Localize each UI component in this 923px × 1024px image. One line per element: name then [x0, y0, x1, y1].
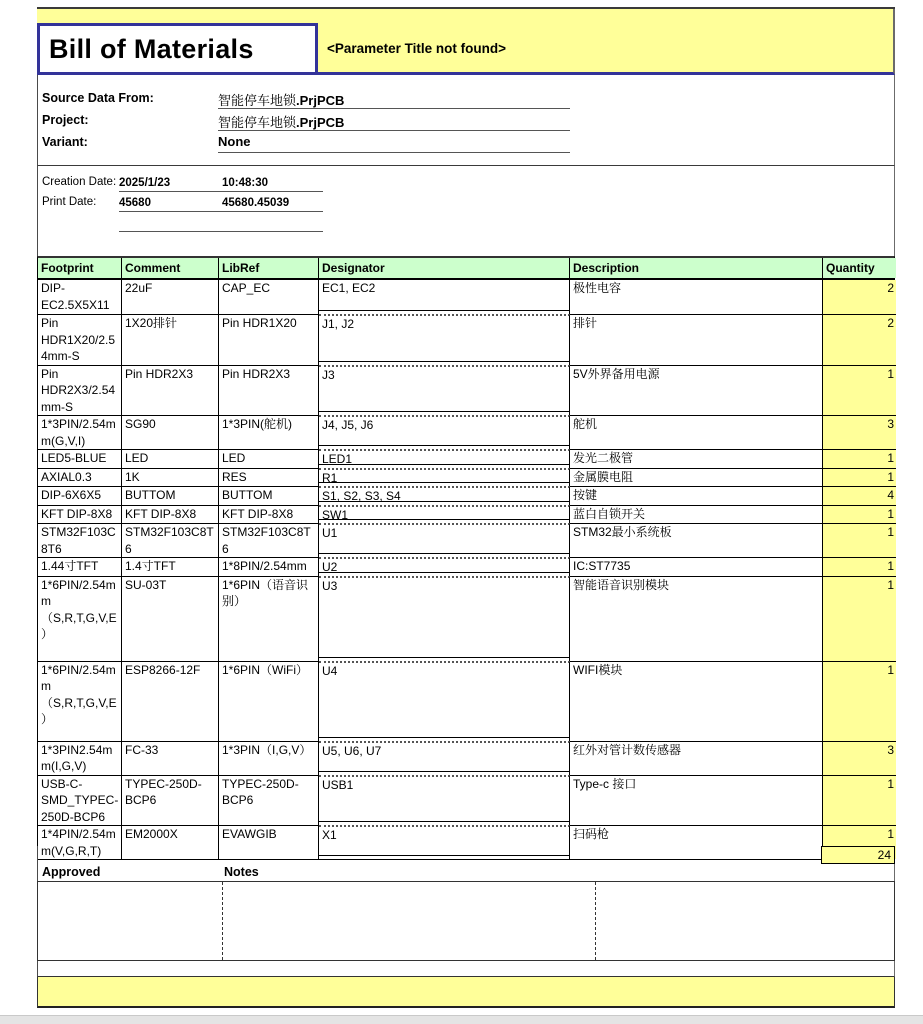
project-label: Project:	[42, 113, 89, 127]
print-date-label: Print Date:	[42, 196, 97, 208]
info-value-suffix: None	[218, 134, 251, 149]
bom-cell-description: 发光二极管	[570, 449, 823, 468]
print-date-value	[119, 193, 323, 212]
signature-divider-2	[595, 882, 596, 960]
bom-cell-designator: LED1	[319, 449, 570, 468]
bom-cell-libref: STM32F103C8T6	[219, 523, 319, 557]
bom-cell-description: 排针	[570, 314, 823, 365]
parameter-title-placeholder: <Parameter Title not found>	[327, 41, 507, 56]
creation-date-label: Creation Date:	[42, 176, 117, 188]
print-time: 45680.45039	[222, 197, 290, 209]
bom-cell-quantity: 1	[823, 365, 896, 416]
print-date: 45680	[119, 197, 151, 209]
bom-cell-quantity: 3	[823, 415, 896, 449]
bom-cell-libref: 1*3PIN（I,G,V）	[219, 741, 319, 775]
bom-cell-comment: Pin HDR2X3	[122, 365, 219, 416]
notes-label: Notes	[224, 865, 259, 879]
column-header-comment: Comment	[122, 258, 219, 278]
bom-cell-footprint: 1*6PIN/2.54mm（S,R,T,G,V,E）	[38, 576, 122, 661]
bom-cell-quantity: 1	[823, 505, 896, 524]
column-header-libref: LibRef	[219, 258, 319, 278]
bom-cell-footprint: KFT DIP-8X8	[38, 505, 122, 524]
bom-cell-footprint: 1*3PIN2.54mm(I,G,V)	[38, 741, 122, 775]
bom-cell-footprint: 1*4PIN/2.54mm(V,G,R,T)	[38, 825, 122, 859]
creation-date-row	[38, 173, 894, 193]
bom-cell-designator: X1	[319, 825, 570, 859]
bom-row	[38, 449, 894, 468]
info-row-variant	[38, 133, 894, 155]
signature-divider-1	[222, 882, 223, 960]
bom-cell-description: Type-c 接口	[570, 775, 823, 826]
bom-cell-libref: KFT DIP-8X8	[219, 505, 319, 524]
bottom-yellow-bar	[37, 977, 895, 1008]
bom-cell-designator: S1, S2, S3, S4	[319, 486, 570, 505]
variant-label: Variant:	[42, 135, 88, 149]
bom-header-row	[38, 258, 894, 280]
bom-cell-footprint: STM32F103C8T6	[38, 523, 122, 557]
empty-date-row	[38, 213, 894, 233]
info-value-suffix: .PrjPCB	[296, 93, 345, 108]
info-row-source	[38, 89, 894, 111]
bom-table	[37, 256, 895, 860]
bom-cell-quantity: 1	[823, 557, 896, 576]
bom-cell-quantity: 2	[823, 280, 896, 314]
bom-cell-footprint: 1*6PIN/2.54mm（S,R,T,G,V,E）	[38, 661, 122, 741]
bom-cell-designator: U2	[319, 557, 570, 576]
approved-label: Approved	[42, 865, 101, 879]
bom-cell-comment: ESP8266-12F	[122, 661, 219, 741]
bom-cell-libref: TYPEC-250D-BCP6	[219, 775, 319, 826]
bom-cell-libref: LED	[219, 449, 319, 468]
title-box	[37, 23, 318, 75]
bom-cell-description: 金属膜电阻	[570, 468, 823, 487]
bom-cell-footprint: USB-C-SMD_TYPEC-250D-BCP6	[38, 775, 122, 826]
source-data-from-value	[218, 89, 570, 109]
bom-row	[38, 741, 894, 775]
bom-cell-libref: Pin HDR1X20	[219, 314, 319, 365]
bom-cell-description: 5V外界备用电源	[570, 365, 823, 416]
bom-cell-comment: SU-03T	[122, 576, 219, 661]
bom-table-body	[38, 280, 894, 859]
signature-box	[37, 881, 895, 961]
bom-row	[38, 576, 894, 661]
dates-section	[37, 166, 895, 256]
bom-cell-libref: 1*3PIN(舵机)	[219, 415, 319, 449]
bom-row	[38, 557, 894, 576]
source-data-from-label: Source Data From:	[42, 91, 154, 105]
bom-cell-quantity: 1	[823, 576, 896, 661]
bom-cell-quantity: 1	[823, 775, 896, 826]
bom-cell-quantity: 2	[823, 314, 896, 365]
info-value-cn: 智能停车地锁	[218, 115, 297, 130]
info-row-project	[38, 111, 894, 133]
bom-cell-quantity: 1	[823, 523, 896, 557]
column-header-quantity: Quantity	[823, 258, 896, 278]
total-quantity: 24	[821, 846, 895, 864]
bom-cell-quantity: 4	[823, 486, 896, 505]
column-header-footprint: Footprint	[38, 258, 122, 278]
bom-cell-comment: LED	[122, 449, 219, 468]
bom-cell-libref: 1*8PIN/2.54mm	[219, 557, 319, 576]
bom-row	[38, 314, 894, 365]
window-bottom-strip	[0, 1015, 923, 1024]
bom-cell-comment: 1K	[122, 468, 219, 487]
bom-cell-description: STM32最小系统板	[570, 523, 823, 557]
bom-cell-designator: USB1	[319, 775, 570, 826]
bom-cell-footprint: DIP-EC2.5X5X11	[38, 280, 122, 314]
bom-cell-designator: J3	[319, 365, 570, 416]
bom-row	[38, 523, 894, 557]
bom-cell-comment: 1X20排针	[122, 314, 219, 365]
bom-row	[38, 486, 894, 505]
bom-cell-comment: FC-33	[122, 741, 219, 775]
bom-cell-comment: BUTTOM	[122, 486, 219, 505]
bom-cell-comment: 22uF	[122, 280, 219, 314]
total-row	[37, 846, 895, 864]
bom-cell-footprint: 1.44寸TFT	[38, 557, 122, 576]
bom-cell-quantity: 3	[823, 741, 896, 775]
bom-cell-comment: KFT DIP-8X8	[122, 505, 219, 524]
bom-cell-designator: J4, J5, J6	[319, 415, 570, 449]
info-value-suffix: .PrjPCB	[296, 115, 345, 130]
bom-cell-footprint: AXIAL0.3	[38, 468, 122, 487]
filler-row	[37, 961, 895, 977]
bom-cell-description: 舵机	[570, 415, 823, 449]
bom-cell-comment: 1.4寸TFT	[122, 557, 219, 576]
info-value-cn: 智能停车地锁	[218, 93, 297, 108]
bom-cell-designator: U4	[319, 661, 570, 741]
bom-cell-footprint: Pin HDR2X3/2.54mm-S	[38, 365, 122, 416]
bom-cell-comment: SG90	[122, 415, 219, 449]
bom-cell-description: 按键	[570, 486, 823, 505]
bom-row	[38, 365, 894, 416]
bom-cell-designator: SW1	[319, 505, 570, 524]
creation-time: 10:48:30	[222, 177, 269, 189]
bom-cell-description: 蓝白自锁开关	[570, 505, 823, 524]
bom-cell-designator: U3	[319, 576, 570, 661]
bom-cell-designator: R1	[319, 468, 570, 487]
bom-cell-comment: TYPEC-250D-BCP6	[122, 775, 219, 826]
bom-cell-footprint: DIP-6X6X5	[38, 486, 122, 505]
bom-cell-description: IC:ST7735	[570, 557, 823, 576]
bom-cell-description: 红外对管计数传感器	[570, 741, 823, 775]
bom-cell-libref: BUTTOM	[219, 486, 319, 505]
bom-cell-description: WIFI模块	[570, 661, 823, 741]
column-header-description: Description	[570, 258, 823, 278]
approved-notes-row	[37, 864, 895, 881]
bom-row	[38, 775, 894, 826]
bom-cell-quantity: 1	[823, 468, 896, 487]
project-value	[218, 111, 570, 131]
bom-cell-description: 智能语音识别模块	[570, 576, 823, 661]
bom-cell-footprint: 1*3PIN/2.54mm(G,V,I)	[38, 415, 122, 449]
bom-cell-libref: Pin HDR2X3	[219, 365, 319, 416]
bom-cell-comment: EM2000X	[122, 825, 219, 859]
bom-cell-libref: CAP_EC	[219, 280, 319, 314]
bom-cell-description: 极性电容	[570, 280, 823, 314]
bom-cell-libref: 1*6PIN（语音识别）	[219, 576, 319, 661]
bom-cell-description: 扫码枪	[570, 825, 823, 859]
bom-cell-designator: U1	[319, 523, 570, 557]
bom-cell-quantity: 1	[823, 661, 896, 741]
empty-underline	[119, 213, 323, 232]
bom-cell-libref: EVAWGIB	[219, 825, 319, 859]
bom-cell-libref: 1*6PIN（WiFi）	[219, 661, 319, 741]
creation-date-value	[119, 173, 323, 192]
bom-cell-quantity: 1	[823, 449, 896, 468]
bom-cell-designator: J1, J2	[319, 314, 570, 365]
bom-row	[38, 468, 894, 487]
bom-cell-comment: STM32F103C8T6	[122, 523, 219, 557]
source-info-section	[37, 75, 895, 166]
bom-cell-quantity: 1	[823, 825, 896, 859]
bom-cell-designator: EC1, EC2	[319, 280, 570, 314]
bom-row	[38, 280, 894, 314]
page-title: Bill of Materials	[49, 33, 254, 64]
bom-row	[38, 661, 894, 741]
column-header-designator: Designator	[319, 258, 570, 278]
bom-row	[38, 505, 894, 524]
variant-value	[218, 133, 570, 153]
bom-row	[38, 415, 894, 449]
bom-cell-footprint: LED5-BLUE	[38, 449, 122, 468]
bom-cell-footprint: Pin HDR1X20/2.54mm-S	[38, 314, 122, 365]
creation-date: 2025/1/23	[119, 177, 171, 189]
bom-cell-designator: U5, U6, U7	[319, 741, 570, 775]
print-date-row	[38, 193, 894, 213]
bom-cell-libref: RES	[219, 468, 319, 487]
